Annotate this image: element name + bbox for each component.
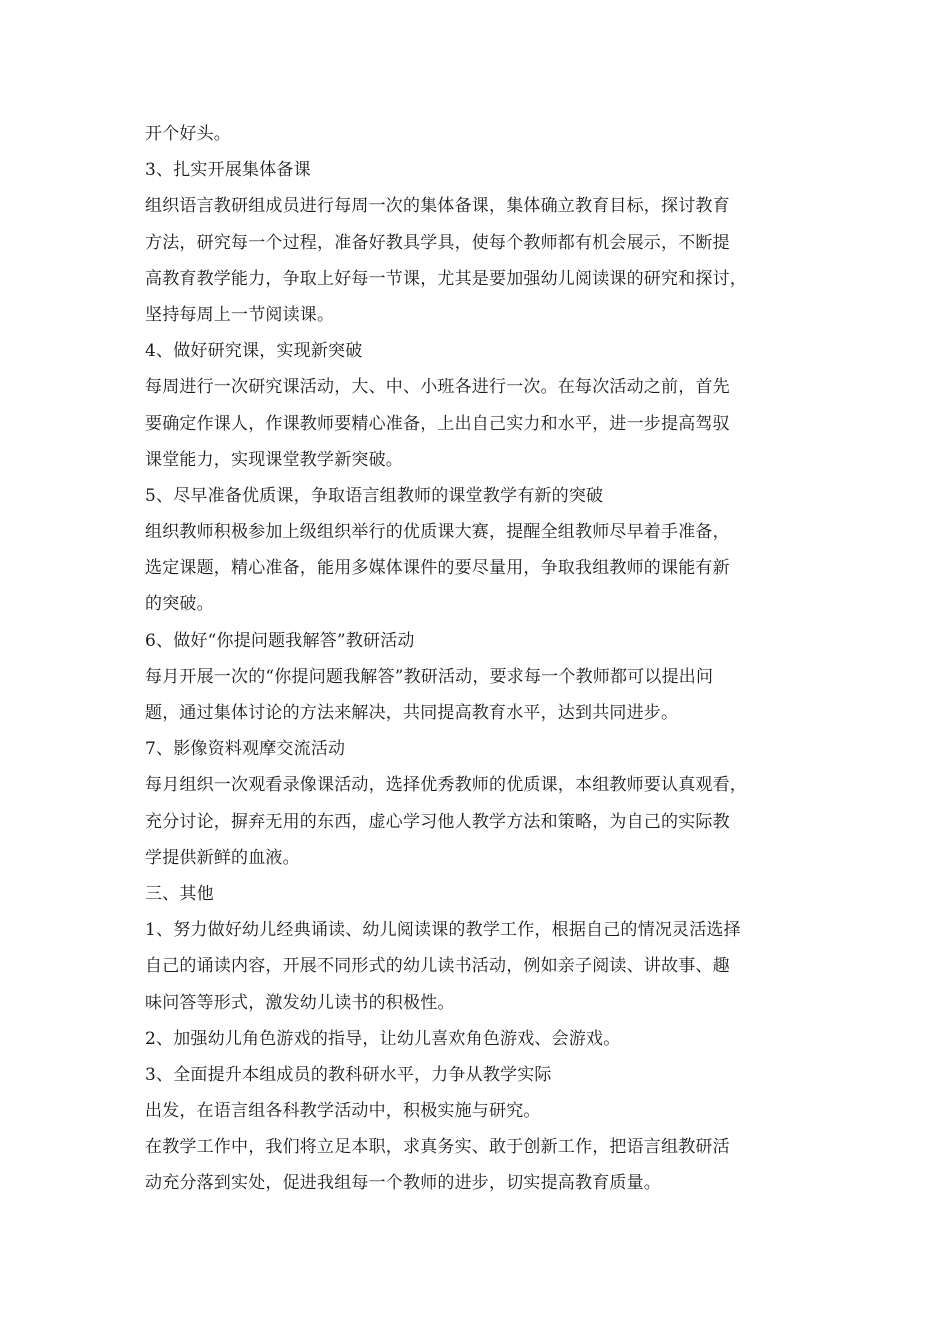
- section-heading: 4、做好研究课，实现新突破: [145, 341, 363, 362]
- section-heading: 6、做好“你提问题我解答”教研活动: [145, 630, 415, 651]
- text-line: 动充分落到实处，促进我组每一个教师的进步，切实提高教育质量。: [145, 1173, 661, 1194]
- text-line: 高教育教学能力，争取上好每一节课，尤其是要加强幼儿阅读课的研究和探讨，: [145, 268, 747, 289]
- document-body: [145, 116, 825, 1202]
- text-line: 开个好头。: [145, 124, 231, 144]
- text-line: 组织教师积极参加上级组织举行的优质课大赛，提醒全组教师尽早着手准备，: [145, 522, 730, 543]
- text-line: 题，通过集体讨论的方法来解决，共同提高教育水平，达到共同进步。: [145, 703, 679, 723]
- text-line: 课堂能力，实现课堂教学新突破。: [145, 449, 403, 470]
- text-line: 方法，研究每一个过程，准备好教具学具，使每个教师都有机会展示，不断提: [145, 232, 730, 253]
- text-line: 3、全面提升本组成员的教科研水平，力争从教学实际: [145, 1064, 552, 1085]
- text-line: 每月开展一次的“你提问题我解答”教研活动，要求每一个教师都可以提出问: [145, 666, 714, 687]
- text-line: 每周进行一次研究课活动，大、中、小班各进行一次。在每次活动之前，首先: [145, 377, 730, 398]
- text-line: 坚持每周上一节阅读课。: [145, 304, 335, 325]
- text-line: 每月组织一次观看录像课活动，选择优秀教师的优质课，本组教师要认真观看，: [145, 775, 747, 796]
- text-line: 出发，在语言组各科教学活动中，积极实施与研究。: [145, 1101, 541, 1122]
- text-line: 的突破。: [145, 594, 214, 615]
- text-line: 2、加强幼儿角色游戏的指导，让幼儿喜欢角色游戏、会游戏。: [145, 1028, 621, 1049]
- section-heading: 三、其他: [145, 883, 214, 904]
- text-line: 组织语言教研组成员进行每周一次的集体备课，集体确立教育目标，探讨教育: [145, 196, 730, 217]
- section-heading: 7、影像资料观摩交流活动: [145, 739, 346, 760]
- section-heading: 5、尽早准备优质课，争取语言组教师的课堂教学有新的突破: [145, 485, 604, 506]
- text-line: 选定课题，精心准备，能用多媒体课件的要尽量用，争取我组教师的课能有新: [145, 558, 730, 579]
- text-line: 味问答等形式，激发幼儿读书的积极性。: [145, 992, 455, 1013]
- text-line: 学提供新鲜的血液。: [145, 847, 300, 868]
- text-line: 在教学工作中，我们将立足本职，求真务实、敢于创新工作，把语言组教研活: [145, 1137, 730, 1158]
- text-line: 充分讨论，摒弃无用的东西，虚心学习他人教学方法和策略，为自己的实际教: [145, 811, 730, 832]
- text-line: 要确定作课人，作课教师要精心准备，上出自己实力和水平，进一步提高驾驭: [145, 413, 730, 434]
- text-line: 1、努力做好幼儿经典诵读、幼儿阅读课的教学工作，根据自己的情况灵活选择: [145, 920, 741, 941]
- text-line: 自己的诵读内容，开展不同形式的幼儿读书活动，例如亲子阅读、讲故事、趣: [145, 956, 730, 977]
- section-heading: 3、扎实开展集体备课: [145, 160, 311, 181]
